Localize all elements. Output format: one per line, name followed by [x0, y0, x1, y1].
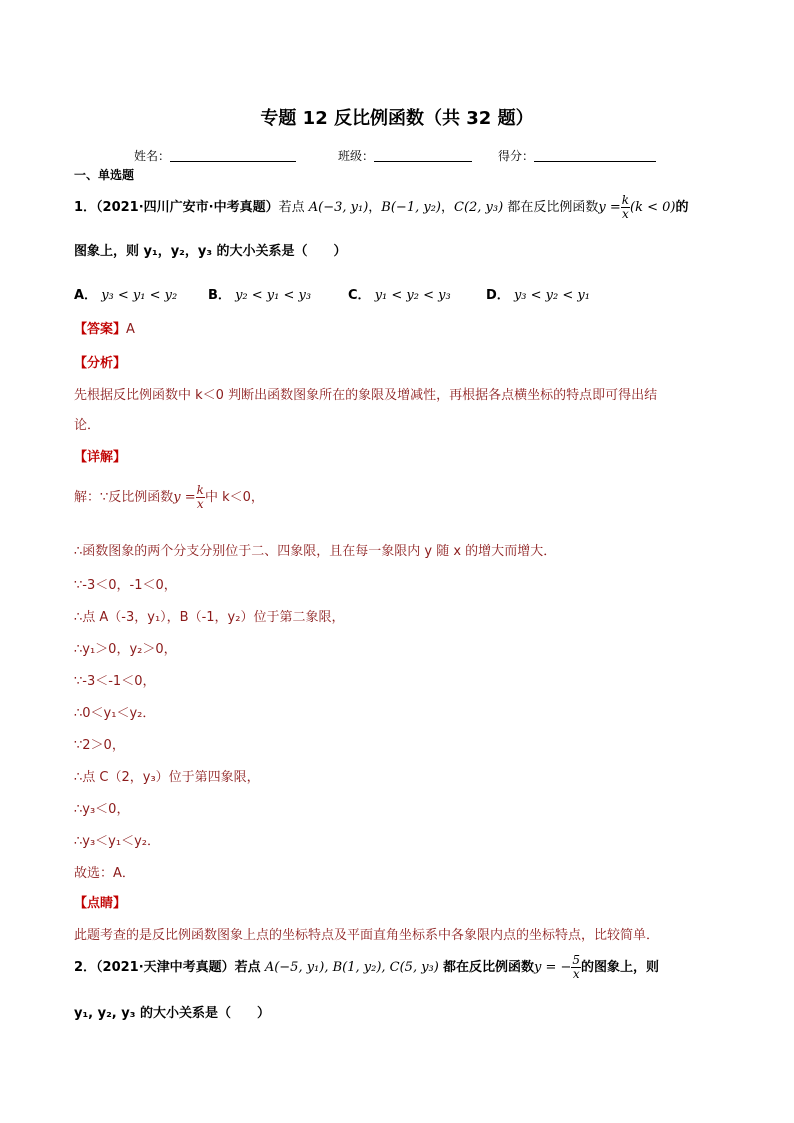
answer-value: A	[126, 322, 135, 337]
score-field	[498, 147, 656, 164]
question-2-pre: 若点	[234, 960, 261, 975]
option-a-label: A．	[74, 288, 98, 303]
option-a[interactable]	[74, 284, 177, 303]
function-lhs: y =	[598, 200, 621, 215]
class-field	[338, 147, 472, 164]
question-2-source: （2021·天津中考真题）	[96, 960, 235, 975]
detail-step-9: ∴y₃＜0，	[74, 802, 130, 817]
fraction-5-over-x	[571, 954, 581, 981]
score-label: 得分：	[498, 149, 535, 163]
option-d[interactable]	[486, 284, 590, 303]
question-1-source: （2021·四川广安市·中考真题）	[96, 200, 279, 215]
class-label: 班级：	[338, 149, 375, 163]
analysis-text-1: 先根据反比例函数中 k＜0 判断出函数图象所在的象限及增减性，再根据各点横坐标的特点即可得出结	[74, 388, 658, 403]
name-field	[134, 147, 296, 164]
detail-tag: 【详解】	[74, 450, 127, 465]
comment-tag: 【点睛】	[74, 896, 127, 911]
question-2-tail: 的图象上，则	[581, 960, 660, 975]
detail-step-2: ∵-3＜0，-1＜0，	[74, 578, 177, 593]
detail-step-7: ∵2＞0，	[74, 738, 125, 753]
question-2-function-lhs: y = −	[534, 960, 572, 975]
detail-step-5: ∵-3＜-1＜0，	[74, 674, 156, 689]
analysis-tag: 【分析】	[74, 356, 127, 371]
detail-function-lhs: y =	[173, 490, 196, 505]
analysis-text-2: 论．	[74, 418, 101, 433]
question-2-mid: 都在反比例函数	[442, 960, 534, 975]
question-2-fraction-denominator: x	[572, 967, 580, 981]
option-d-label: D．	[486, 288, 510, 303]
detail-step-8: ∴点 C（2，y₃）位于第四象限，	[74, 770, 260, 785]
score-blank[interactable]	[534, 149, 656, 162]
detail-step-1: ∴函数图象的两个分支分别位于二、四象限，且在每一象限内 y 随 x 的增大而增大．	[74, 544, 557, 559]
document-title: 专题 12 反比例函数（共 32 题）	[260, 108, 534, 129]
detail-step-10: ∴y₃＜y₁＜y₂．	[74, 834, 160, 849]
option-c-label: C．	[348, 288, 371, 303]
fraction-numerator: k	[621, 193, 629, 207]
detail-fraction-denominator: x	[196, 497, 204, 511]
option-b-label: B．	[208, 288, 231, 303]
separator: ，	[440, 200, 454, 215]
option-b[interactable]	[208, 284, 311, 303]
detail-fraction	[196, 484, 205, 511]
answer-block	[74, 318, 135, 337]
question-2-line-2: y₁, y₂, y₃ 的大小关系是（ ）	[74, 1006, 270, 1021]
question-1-pre: 若点	[278, 200, 305, 215]
question-2-stem	[74, 954, 659, 981]
question-1-number: 1．	[74, 200, 97, 215]
question-2-fraction-numerator: 5	[572, 953, 581, 967]
detail-first-line	[74, 484, 264, 511]
option-b-text: y₂ < y₁ < y₃	[235, 288, 312, 303]
detail-step-3: ∴点 A（-3，y₁），B（-1，y₂）位于第二象限，	[74, 610, 345, 625]
detail-step-6: ∴0＜y₁＜y₂．	[74, 706, 156, 721]
fraction-k-over-x	[621, 194, 630, 221]
detail-post: 中 k＜0，	[204, 490, 264, 505]
option-d-text: y₃ < y₂ < y₁	[513, 288, 590, 303]
detail-fraction-numerator: k	[196, 483, 204, 497]
separator: ，	[368, 200, 382, 215]
question-2-points: A(−5, y₁), B(1, y₂), C(5, y₃)	[264, 960, 439, 975]
question-1-line-2: 图象上，则 y₁，y₂，y₃ 的大小关系是（ ）	[74, 244, 347, 259]
point-b: B(−1, y₂)	[381, 200, 441, 215]
question-1-stem	[74, 194, 688, 221]
point-a: A(−3, y₁)	[308, 200, 369, 215]
section-heading: 一、单选题	[74, 168, 135, 182]
name-label: 姓名：	[134, 149, 171, 163]
option-c-text: y₁ < y₂ < y₃	[374, 288, 451, 303]
detail-step-4: ∴y₁＞0，y₂＞0，	[74, 642, 177, 657]
comment-text: 此题考查的是反比例函数图象上点的坐标特点及平面直角坐标系中各象限内点的坐标特点，比较简单．	[74, 928, 660, 943]
fraction-denominator: x	[621, 207, 629, 221]
question-1-tail: 的	[675, 200, 689, 215]
function-condition: (k < 0)	[630, 200, 676, 215]
detail-step-11: 故选：A．	[74, 866, 135, 881]
question-1-mid: 都在反比例函数	[507, 200, 599, 215]
point-c: C(2, y₃)	[454, 200, 504, 215]
option-a-text: y₃ < y₁ < y₂	[101, 288, 178, 303]
question-2-number: 2．	[74, 960, 97, 975]
detail-pre: 解：∵反比例函数	[74, 490, 174, 505]
class-blank[interactable]	[374, 149, 472, 162]
answer-tag: 【答案】	[74, 322, 127, 337]
option-c[interactable]	[348, 284, 451, 303]
name-blank[interactable]	[170, 149, 296, 162]
